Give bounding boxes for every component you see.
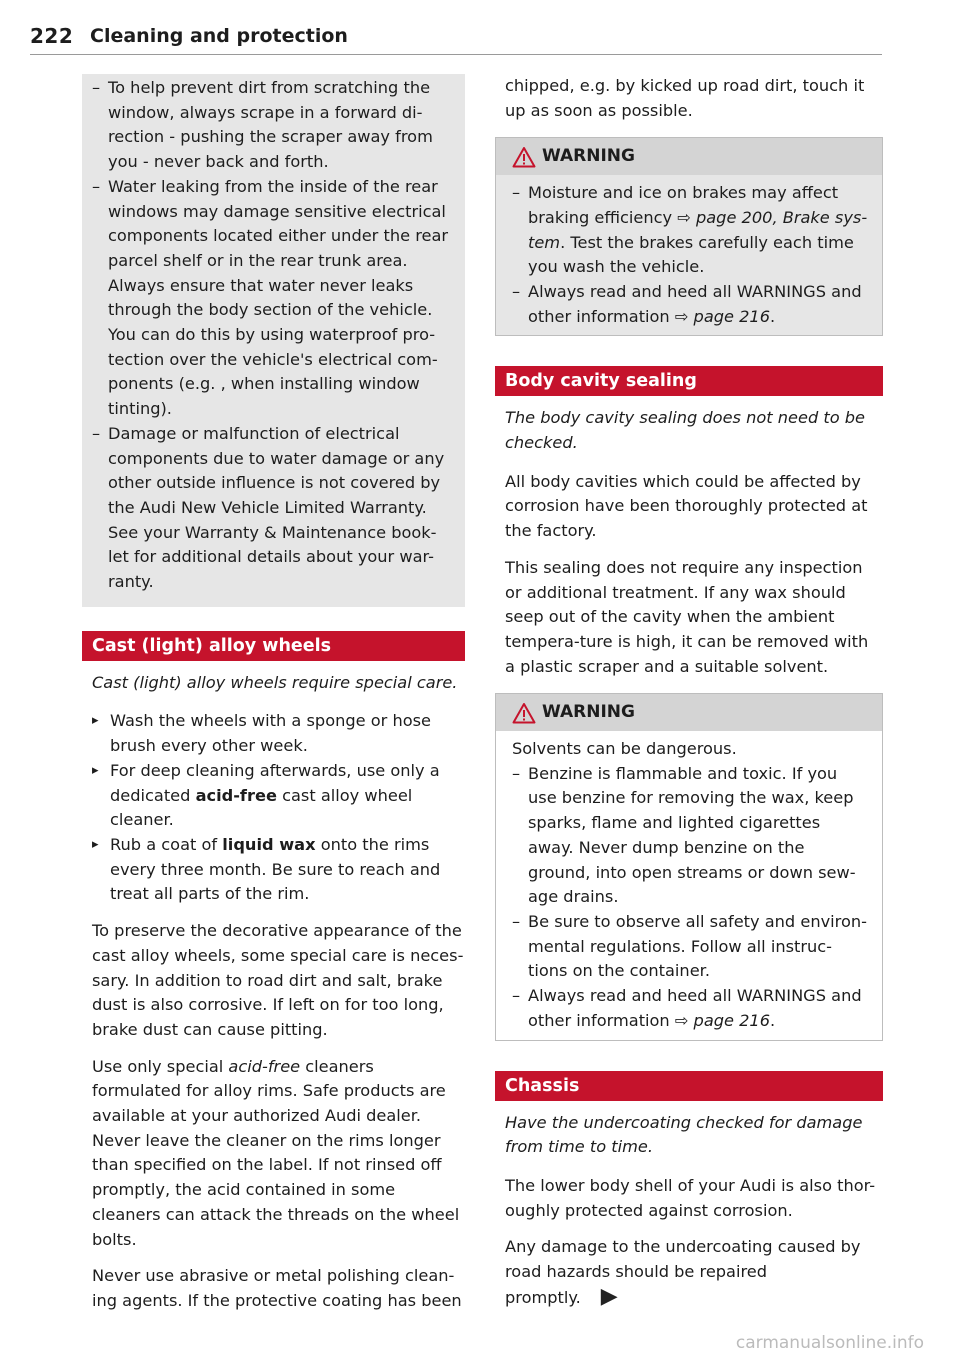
intro-list [92, 76, 455, 595]
section-heading-alloy-wheels: Cast (light) alloy wheels [82, 631, 465, 661]
warning-intro: Solvents can be dangerous. [512, 739, 737, 759]
step-text: onto the rims every three month. Be sure to reach and treat all parts of the rim. [110, 834, 441, 904]
warning-triangle-icon [512, 146, 536, 168]
list-item: – To help prevent dirt from scratching the window, always scrape in a forward di-rection - pushing the scraper away from you - never back and forth. [92, 76, 455, 175]
bold-term: liquid wax [222, 834, 316, 854]
paragraph-text: Any damage to the undercoating caused by road hazards should be repaired promptly. [505, 1237, 861, 1307]
bold-term: acid-free [195, 785, 277, 805]
warning-title: WARNING [542, 702, 635, 723]
right-column [505, 74, 883, 1322]
warning-list [512, 762, 868, 1034]
step-text: cast alloy wheel cleaner. [110, 785, 413, 830]
warning-header [496, 694, 882, 731]
list-text: . [770, 1010, 776, 1030]
warning-body [496, 731, 882, 1039]
paragraph: Never use abrasive or metal polishing clean-ing agents. If the protective coating has been [92, 1266, 462, 1310]
section-lead: The body cavity sealing does not need to be checked. [505, 408, 865, 453]
warning-header [496, 138, 882, 175]
section-lead: Cast (light) alloy wheels require special care. [92, 672, 458, 692]
paragraph: This sealing does not require any inspection or additional treatment. If any wax should seep out of the cavity when the ambient tempera-ture is high, it can be removed with a plastic scraper and a suitable solvent. [505, 557, 869, 676]
step-item [92, 833, 465, 907]
warning-title: WARNING [542, 146, 635, 167]
paragraph-text: Use only special [92, 1056, 229, 1076]
list-item [512, 280, 868, 329]
page-reference-link[interactable]: ⇨ page 200, Brake sys-tem [528, 207, 868, 252]
page-reference-link[interactable]: ⇨ page 216 [674, 306, 771, 326]
paragraph: To preserve the decorative appearance of the cast alloy wheels, some special care is neces-sary. In addition to road dirt and salt, brake dust is also corrosive. If left on for too long, brake dust can cause pitting. [92, 921, 464, 1039]
step-list [92, 709, 465, 907]
step-text: Rub a coat of [110, 834, 223, 854]
section-lead: Have the undercoating checked for damage from time to time. [505, 1112, 863, 1157]
list-item: – Water leaking from the inside of the rear windows may damage sensitive electrical components located either under the rear parcel shelf or in the rear trunk area. Always ensure that water never leaks through the body section of the vehicle. You can do this by using waterproof pro-tection over the vehicle's electrical com-ponents (e.g. , when installing window tinting). [92, 175, 455, 422]
continue-arrow-icon: ▶ [600, 1283, 618, 1309]
italic-term: acid-free [228, 1056, 301, 1076]
step-item [92, 759, 465, 833]
paragraph: The lower body shell of your Audi is also thor-oughly protected against corrosion. [505, 1175, 876, 1220]
warning-box [495, 693, 883, 1040]
step-text: Wash the wheels with a sponge or hose brush every other week. [110, 711, 431, 756]
warning-list [512, 181, 868, 329]
intro-note-box [82, 74, 465, 607]
page-header [30, 24, 882, 55]
section-heading-chassis: Chassis [495, 1071, 883, 1101]
warning-triangle-icon [512, 702, 536, 724]
warning-body [496, 175, 882, 335]
warning-box [495, 137, 883, 336]
list-item [512, 181, 868, 280]
footer-watermark: carmanualsonline.info [735, 1333, 924, 1353]
paragraph [505, 1235, 883, 1310]
paragraph-text: cleaners formulated for alloy rims. Safe products are available at your authorized Audi dealer. Never leave the cleaner on the rims longer than specified on the label. If not rinsed off promptly, the acid contained in some cleaners can attack the threads on the wheel bolts. [92, 1056, 460, 1249]
list-text: . Test the brakes carefully each time you wash the vehicle. [528, 232, 854, 277]
step-item [92, 709, 465, 758]
section-title: Cleaning and protection [90, 25, 348, 47]
section-heading-body-cavity: Body cavity sealing [495, 366, 883, 396]
paragraph [92, 1055, 465, 1253]
list-text: Always read and heed all WARNINGS and other information [528, 281, 862, 326]
list-item [512, 984, 868, 1033]
list-item: – Damage or malfunction of electrical components due to water damage or any other outside influence is not covered by the Audi New Vehicle Limited Warranty. See your Warranty & Maintenance book-let for additional details about your war-ranty. [92, 422, 455, 595]
paragraph: All body cavities which could be affected by corrosion have been thoroughly protected at the factory. [505, 471, 868, 541]
list-item: – Benzine is flammable and toxic. If you use benzine for removing the wax, keep sparks, flame and lighted cigarettes away. Never dump benzine on the ground, into open streams or down sew-age drains. [512, 762, 868, 910]
list-text: Moisture and ice on brakes may affect braking efficiency [528, 183, 839, 227]
step-text: For deep cleaning afterwards, use only a dedicated [110, 760, 440, 805]
left-column [92, 74, 465, 1326]
list-item: – Be sure to observe all safety and environ-mental regulations. Follow all instruc-tions on the container. [512, 910, 868, 984]
page-reference-link[interactable]: ⇨ page 216 [674, 1010, 771, 1030]
list-text: . [770, 306, 776, 326]
list-text: Always read and heed all WARNINGS and other information [528, 986, 862, 1030]
paragraph: chipped, e.g. by kicked up road dirt, touch it up as soon as possible. [505, 76, 865, 120]
page-number: 222 [30, 24, 74, 48]
